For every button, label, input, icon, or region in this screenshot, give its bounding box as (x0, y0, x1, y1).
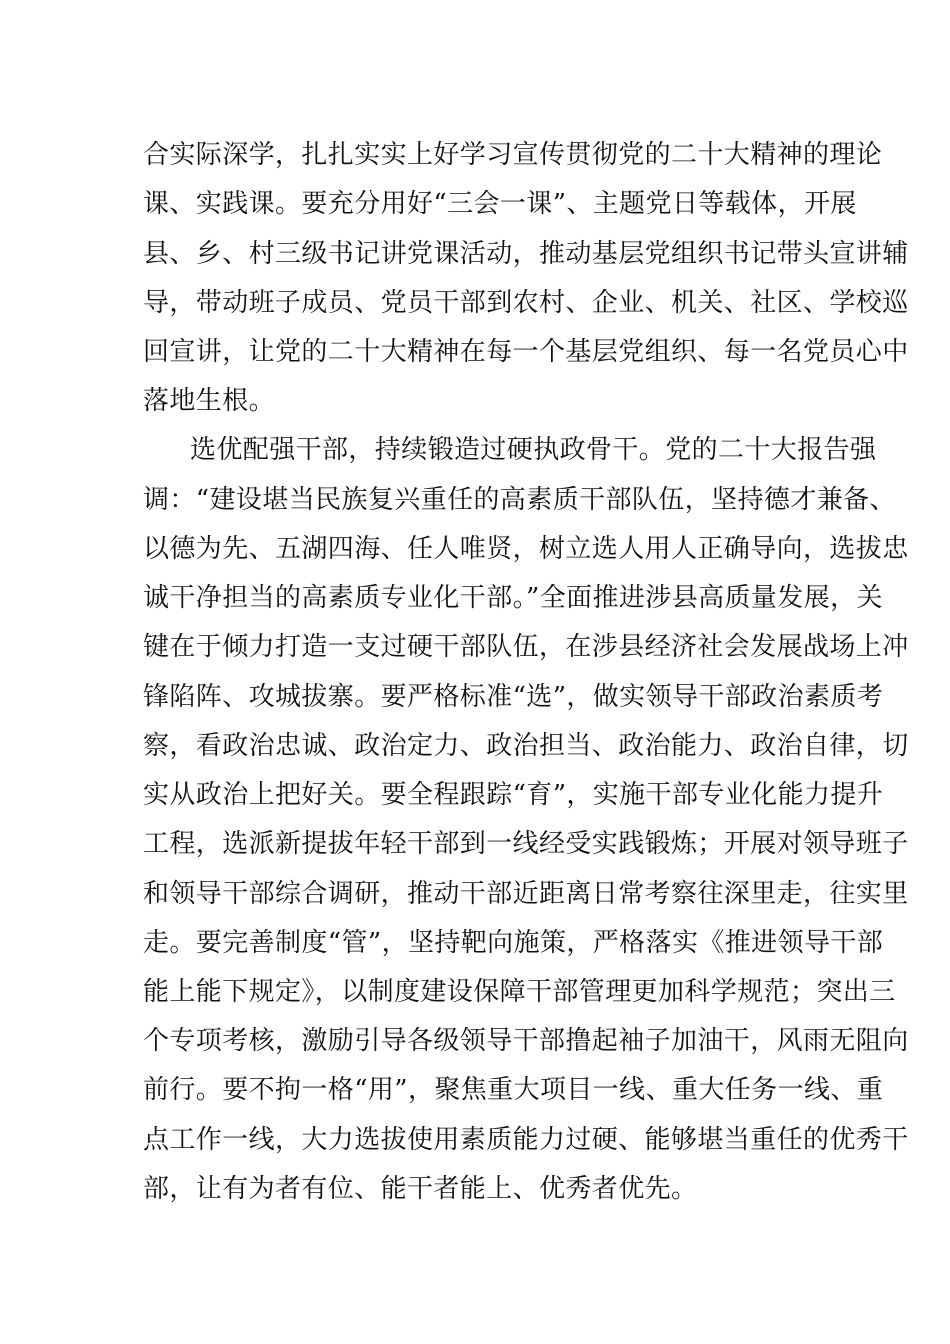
paragraph-2-line-4: 诚干净担当的高素质专业化干部。”全面推进涉县高质量发展，关 (143, 583, 883, 613)
paragraph-2-line-9: 工程，选派新提拔年轻干部到一线经受实践锻炼；开展对领导班子 (143, 829, 909, 859)
paragraph-2-line-8: 实从政治上把好关。要全程跟踪“育”，实施干部专业化能力提升 (143, 780, 884, 810)
paragraph-2-line-13: 个专项考核，激励引导各级领导干部撸起袖子加油干，风雨无阻向 (143, 1026, 909, 1056)
paragraph-2-line-12: 能上能下规定》，以制度建设保障干部管理更加科学规范；突出三 (143, 977, 896, 1007)
paragraph-2-line-16: 部，让有为者有位、能干者能上、优秀者优先。 (143, 1174, 698, 1204)
paragraph-1-line-6: 落地生根。 (143, 386, 276, 416)
paragraph-2-line-1: 选优配强干部，持续锻造过硬执政骨干。党的二十大报告强 (190, 435, 877, 465)
paragraph-2-line-14: 前行。要不拘一格“用”，聚焦重大项目一线、重大任务一线、重 (143, 1075, 884, 1105)
paragraph-1-line-2: 课、实践课。要充分用好“三会一课”、主题党日等载体，开展 (143, 189, 857, 219)
paragraph-1-line-3: 县、乡、村三级书记讲党课活动，推动基层党组织书记带头宣讲辅 (143, 239, 909, 269)
paragraph-2-line-11: 走。要完善制度“管”，坚持靶向施策，严格落实《推进领导干部 (143, 928, 884, 958)
paragraph-2-line-15: 点工作一线，大力选拔使用素质能力过硬、能够堪当重任的优秀干 (143, 1125, 909, 1155)
paragraph-1-line-1: 合实际深学，扎扎实实上好学习宣传贯彻党的二十大精神的理论 (143, 140, 883, 170)
paragraph-2-line-10: 和领导干部综合调研，推动干部近距离日常考察往深里走，往实里 (143, 879, 909, 909)
paragraph-1-line-5: 回宣讲，让党的二十大精神在每一个基层党组织、每一名党员心中 (143, 337, 909, 367)
paragraph-1-line-4: 导，带动班子成员、党员干部到农村、企业、机关、社区、学校巡 (143, 288, 909, 318)
paragraph-2-line-3: 以德为先、五湖四海、任人唯贤，树立选人用人正确导向，选拔忠 (143, 534, 909, 564)
paragraph-2-line-6: 锋陷阵、攻城拔寨。要严格标准“选”，做实领导干部政治素质考 (143, 682, 884, 712)
paragraph-2-line-5: 键在于倾力打造一支过硬干部队伍，在涉县经济社会发展战场上冲 (143, 632, 909, 662)
paragraph-2-line-7: 察，看政治忠诚、政治定力、政治担当、政治能力、政治自律，切 (143, 731, 909, 761)
paragraph-2-line-2: 调：“建设堪当民族复兴重任的高素质干部队伍，坚持德才兼备、 (143, 485, 896, 515)
